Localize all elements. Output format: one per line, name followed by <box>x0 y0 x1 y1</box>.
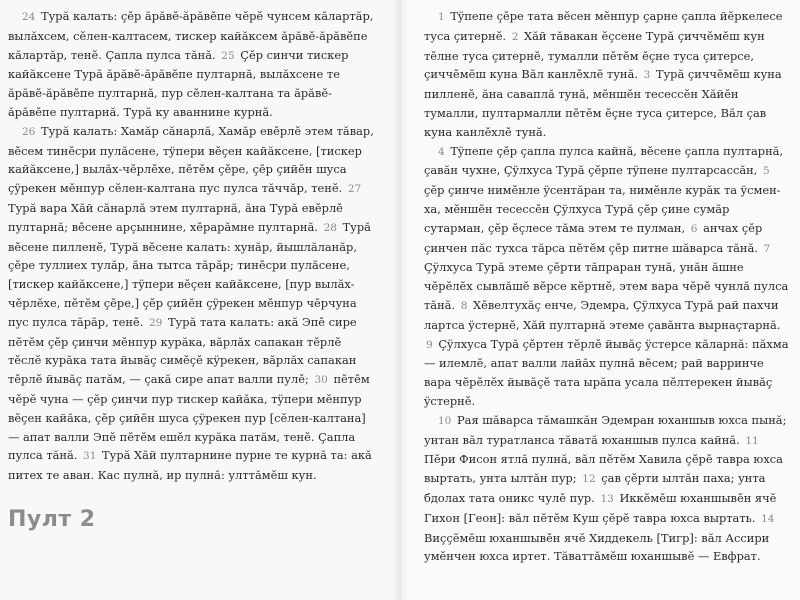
verse-number: 11 <box>745 434 759 447</box>
verse-number: 29 <box>148 316 163 329</box>
verse-number: 27 <box>347 183 362 196</box>
verse-text: Иккĕмĕш юханшывĕн ячĕ Гихон [Геон]: вăл пĕтĕм Куш çĕрĕ тавра юхса выртать. <box>424 490 777 525</box>
verse-number: 2 <box>511 30 519 43</box>
verse-text: Турă вара Хăй сăнарлă этем пултарнă, ăна Турă евĕрлĕ пултарнă; вĕсене арçыннине, хĕрарăмне пултарнă. <box>8 200 343 234</box>
verse-number: 31 <box>83 450 97 463</box>
verse-text: Тÿпепе çĕр çапла пулса кайнă, вĕсене çапла пултарнă, çавăн чухне, Çÿлхуса Турă çĕрпе тÿпене пултарсассăн, <box>424 143 784 178</box>
verse-number: 3 <box>643 69 651 82</box>
verse-number: 26 <box>22 125 36 138</box>
verse-number: 25 <box>221 49 235 62</box>
verse-text: Турă калать: çĕр ăрăвĕ-ăрăвĕпе чĕрĕ чунсем кăлартăр, вылăхсем, сĕлен-калтасем, тискер кайăксем ăрăвĕ-ăрăвĕпе кăлартăр, тенĕ. Çапла пулса тăнă. <box>8 9 374 62</box>
verse-number: 7 <box>763 242 771 255</box>
verse-text: Турă Хăй пултарнине пурне те курнă та: акă питех те аван. Кас пулнă, ир пулнă: улттăмĕш кун. <box>8 448 372 483</box>
verse-text: Тÿпепе çĕре тата вĕсен мĕнпур çарне çапла йĕркелесе туса çитернĕ. <box>424 9 783 43</box>
verse-text: Турă калать: Хамăр сăнарлă, Хамăр евĕрлĕ этем тăвар, вĕсем тинĕсри пулăсене, тÿпери вĕçен кайăксене, [тискер кайăксене,] вылăх-чĕрлĕхе, пĕтĕм çĕре, çĕр çийĕн шуса çÿрекен мĕнпур сĕлен-калтана пус пулса тăччăр, тенĕ. <box>8 123 374 196</box>
verse-text: Турă тата калать: акă Эпĕ сире пĕтĕм çĕр çинчи мĕнпур курăка, вăрлăх сапакан тĕрлĕ тĕслĕ курăка тата йывăç симĕçĕ кÿрекен, вăрлăх сапакан тĕрлĕ йывăç патăм, — çакă сире апат валли пулĕ; <box>8 314 357 387</box>
verse-number: 28 <box>323 221 337 234</box>
verse-text: Турă çиччĕмĕш куна пилленĕ, ăна саваплă тунă, мĕншĕн тесессĕн Хăйĕн тумалли, пултармалли пĕтĕм ĕçне туса çитерсе, Вăл çав куна канлĕхлĕ тунă. <box>424 67 782 139</box>
paragraph <box>8 122 374 485</box>
verse-text: Виççĕмĕш юханшывĕн ячĕ Хиддекель [Тигр]: вăл Ассири умĕнчен юхса иртет. Тăваттăмĕш юханшывĕ — Евфрат. <box>424 530 770 564</box>
verse-number: 10 <box>438 414 452 427</box>
verse-text: Çÿлхуса Турă çĕртен тĕрлĕ йывăç ÿстерсе кăларнă: пăхма — илемлĕ, апат валли лайăх пулнă вĕсем; рай варринче вара чĕрĕлĕх йывăçĕ тата ырăпа усала пĕлтерекен йывăç ÿстернĕ. <box>424 336 789 408</box>
verse-text: Хăй тăвакан ĕçсене Турă çиччĕмĕш кун тĕлне туса çитернĕ, тумалли пĕтĕм ĕçне туса çитерсе, çиччĕмĕш куна Вăл канлĕхлĕ тунă. <box>424 28 765 82</box>
verse-number: 14 <box>761 512 775 525</box>
verse-number: 5 <box>763 165 770 178</box>
verse-number: 4 <box>438 145 445 158</box>
verse-number: 1 <box>438 11 445 23</box>
verse-text: çĕр çинче нимĕнле ÿсентăран та, нимĕнле курăк та ÿсмен-ха, мĕншĕн тесессĕн Çÿлхуса Турă çĕр çине сумăр сутарман, çĕр ĕçлесе тăма этем те пулман, <box>424 183 781 235</box>
verse-number: 6 <box>690 222 698 235</box>
verse-number: 9 <box>426 338 433 351</box>
paragraph <box>424 7 790 142</box>
verse-text: Турă вĕсене пилленĕ, Турă вĕсене калать: хунăр, йышлăланăр, çĕре туллиех тулăр, ăна тытса тăрăр; тинĕсри пулăсене, [тискер кайăксене,] тÿпери вĕçен кайăксене, [пур вылăх-чĕрлĕхе, пĕтĕм çĕре,] çĕр çийĕн çÿрекен мĕнпур чĕрчуна пус пулса тăрăр, тенĕ. <box>8 219 371 329</box>
verse-text: Хĕвелтухăç енче, Эдемра, Çÿлхуса Турă рай пахчи лартса ÿстернĕ, Хăй пултарнă этеме çавăнта вырнаçтарнă. <box>424 297 781 332</box>
verse-text: Рая шăварса тăмашкăн Эдемран юханшыв юхса пынă; унтан вăл туратланса тăватă юханшыв пулса кайнă. <box>424 412 787 447</box>
verse-number: 12 <box>582 473 596 486</box>
verse-text: Çÿлхуса Турă этеме çĕрти тăпраран тунă, унăн ăшне чĕрĕлĕх сывлăшĕ вĕрсе кĕртнĕ, этем вара чĕрĕ чунлă пулса тăнă. <box>424 260 789 312</box>
verse-number: 24 <box>22 11 36 23</box>
paragraph <box>8 7 374 122</box>
left-page-text <box>8 7 374 485</box>
verse-number: 13 <box>600 492 614 505</box>
verse-text: Пĕри Фисон ятлă пулнă, вăл пĕтĕм Хавила çĕрĕ тавра юхса выртать, унта ылтăн пур; <box>424 452 783 486</box>
verse-text: Çĕр синчи тискер кайăксене Турă ăрăвĕ-ăрăвĕпе пултарнă, вылăхсене те ăрăвĕ-ăрăвĕпе пултарнă, пур сĕлен-калтана та ăрăвĕ-ăрăвĕпе пултарнă. Турă ку аваннине курнă. <box>8 47 349 119</box>
verse-number: 30 <box>314 374 328 387</box>
paragraph <box>424 142 790 411</box>
verse-text: анчах çĕр çинчен пăс тухса тăрса пĕтĕм çĕр питне шăварса тăнă. <box>424 220 763 255</box>
verse-number: 8 <box>460 299 468 312</box>
verse-text: çав çĕрти ылтăн паха; унта бдолах тата оникс чулĕ пур. <box>424 471 766 505</box>
verse-text: пĕтĕм чĕрĕ чуна — çĕр çинчи пур тискер кайăка, тÿпери мĕнпур вĕçен кайăка, çĕр çийĕн шуса çÿрекен пур [сĕлен-калтана] — апат валли Эпĕ пĕтĕм ешĕл курăка патăм, тенĕ. Çапла пулса тăнă. <box>8 372 370 463</box>
right-page-text <box>424 7 790 566</box>
chapter-heading: Пулт 2 <box>8 506 96 532</box>
right-page <box>400 0 800 600</box>
paragraph <box>424 411 790 566</box>
